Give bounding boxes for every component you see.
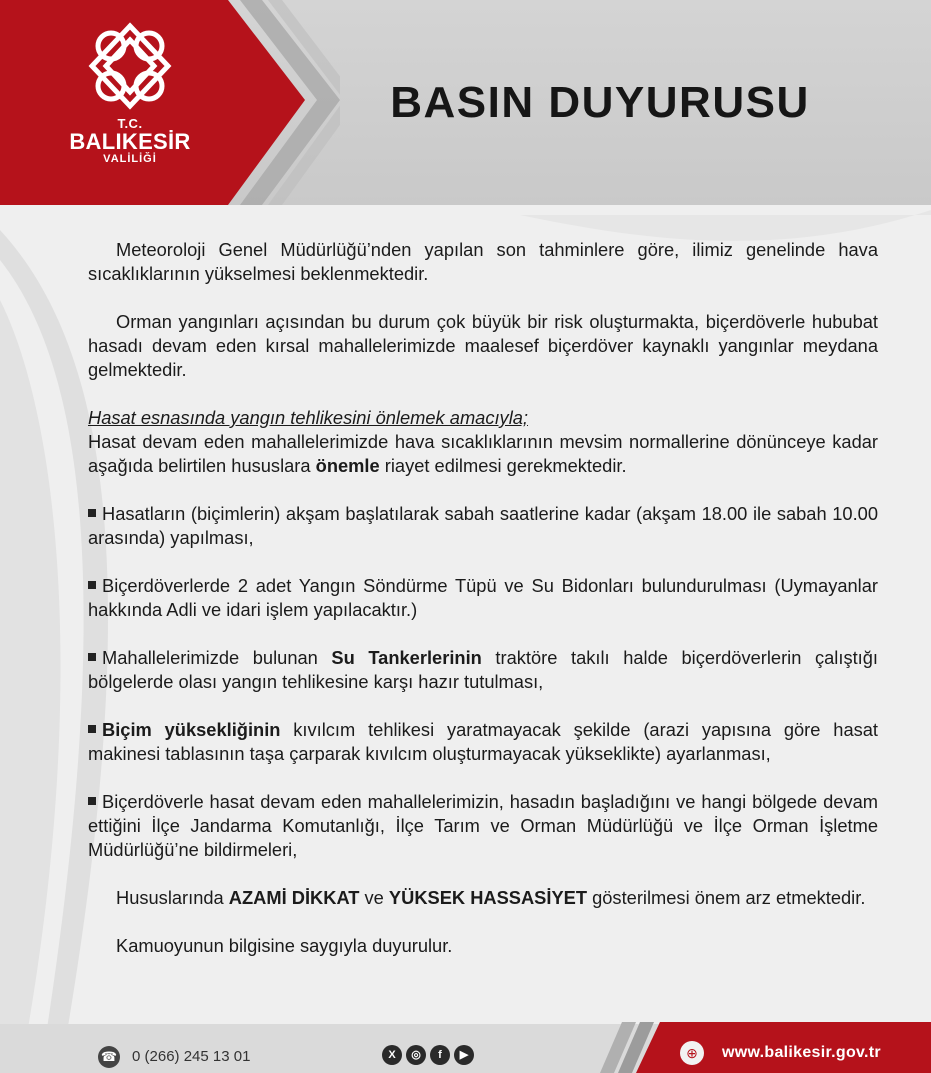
bullet-text-b: kıvılcım tehlikesi yaratmayacak şekilde (arazi yapısına göre hasat makinesi tablasının taşa çarparak kıvılcım oluşturmayacak yükseklikte) ayarlanması, bbox=[88, 719, 878, 764]
facebook-icon[interactable]: f bbox=[430, 1045, 450, 1065]
logo-tc: T.C. bbox=[117, 116, 143, 131]
page-title: BASIN DUYURUSU bbox=[390, 78, 810, 127]
section-heading-text: Hasat esnasında yangın tehlikesini önlemek amacıyla; bbox=[88, 407, 529, 428]
bullet-text-c: traktöre takılı halde biçerdöverlerin çalıştığı bölgelerde olası yangın tehlikesine karşı hazır tutulması, bbox=[88, 647, 878, 692]
instagram-icon[interactable]: ◎ bbox=[406, 1045, 426, 1065]
instructions-text-c: riayet edilmesi gerekmektedir. bbox=[379, 455, 627, 476]
footer-phone[interactable]: 0 (266) 245 13 01 bbox=[132, 1048, 251, 1065]
paragraph-risk: Orman yangınları açısından bu durum çok büyük bir risk oluşturmakta, biçerdöverle hububat hasadı devam eden kırsal mahallelerimizde maalesef biçerdöver kaynaklı yangınlar meydana gelmektedir. bbox=[88, 311, 878, 380]
attention-text-c: ve bbox=[359, 887, 389, 908]
paragraph-closing: Kamuoyunun bilgisine saygıyla duyurulur. bbox=[116, 935, 453, 956]
globe-icon: ⊕ bbox=[680, 1041, 704, 1065]
attention-emphasis-1: AZAMİ DİKKAT bbox=[228, 887, 360, 908]
bullet-emphasis: Biçim yüksekliğinin bbox=[102, 719, 281, 740]
bullet-text: Hasatların (biçimlerin) akşam başlatılarak sabah saatlerine kadar (akşam 18.00 ile sabah 10.00 arasında) yapılması, bbox=[88, 503, 878, 548]
footer-website-link[interactable]: www.balikesir.gov.tr bbox=[722, 1044, 881, 1061]
instructions-text-a: Hasat devam eden mahallelerimizde hava sıcaklıklarının mevsim normallerine dönünceye kadar aşağıda belirtilen hususlara bbox=[88, 431, 878, 476]
logo-city: BALIKESİR bbox=[69, 129, 191, 154]
bullet-emphasis: Su Tankerlerinin bbox=[331, 647, 482, 668]
attention-text-e: gösterilmesi önem arz etmektedir. bbox=[587, 887, 866, 908]
paragraph-forecast: Meteoroloji Genel Müdürlüğü’nden yapılan son tahminlere göre, ilimiz genelinde hava sıcaklıklarının yükselmesi beklenmektedir. bbox=[88, 239, 878, 284]
phone-icon: ☎ bbox=[98, 1046, 120, 1068]
social-links bbox=[382, 1045, 478, 1065]
attention-text-a: Hususlarında bbox=[116, 887, 229, 908]
bullet-text-a: Mahallelerimizde bulunan bbox=[102, 647, 332, 668]
instructions-emphasis: önemle bbox=[315, 455, 380, 476]
attention-emphasis-2: YÜKSEK HASSASİYET bbox=[388, 887, 588, 908]
x-icon[interactable]: X bbox=[382, 1045, 402, 1065]
bullet-text: Biçerdöverlerde 2 adet Yangın Söndürme Tüpü ve Su Bidonları bulundurulması (Uymayanlar hakkında Adli ve idari işlem yapılacaktır.) bbox=[88, 575, 878, 620]
logo-office: VALİLİĞİ bbox=[103, 153, 157, 165]
bullet-text: Biçerdöverle hasat devam eden mahallelerimizin, hasadın başladığını ve hangi bölgede devam ettiğini İlçe Jandarma Komutanlığı, İlçe Tarım ve Orman Müdürlüğü ve İlçe Orman İşletme Müdürlüğü’ne bildirmeleri, bbox=[88, 791, 878, 860]
youtube-icon[interactable]: ▶ bbox=[454, 1045, 474, 1065]
